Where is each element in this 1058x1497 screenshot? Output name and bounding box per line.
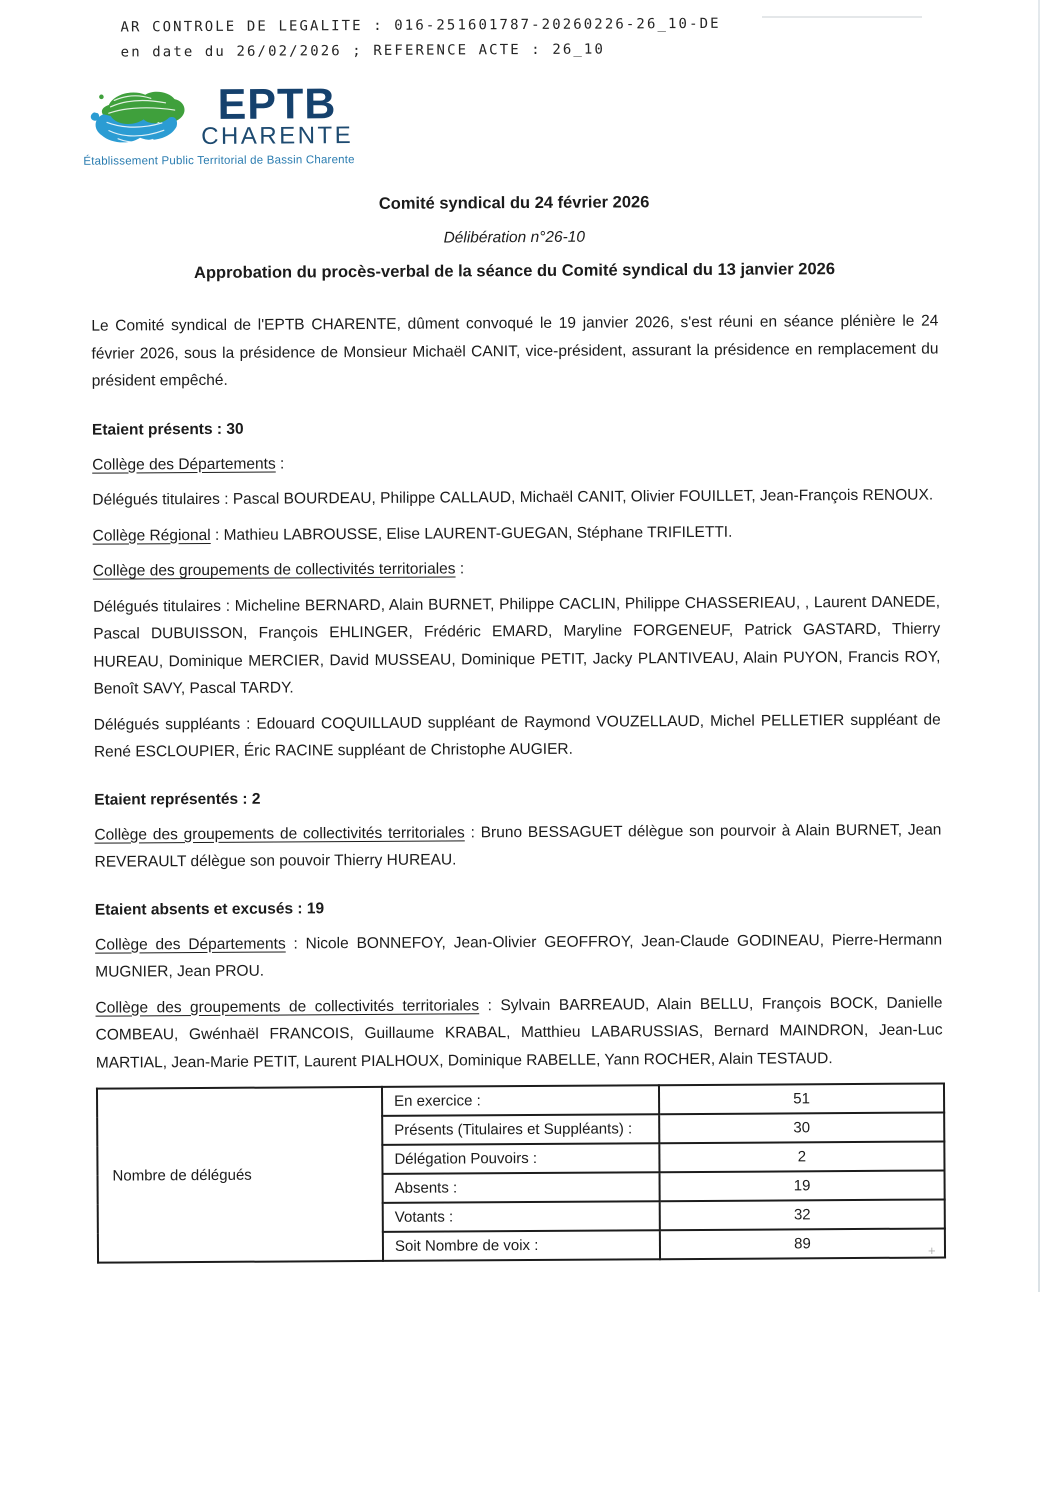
deliberation-subject: Approbation du procès-verbal de la séance du Comité syndical du 13 janvier 2026 <box>193 260 836 283</box>
table-row-label: Soit Nombre de voix : <box>383 1230 660 1261</box>
scan-artifact-plus-mark: + <box>928 1243 936 1258</box>
presents-delegues-titulaires-departements: Délégués titulaires : Pascal BOURDEAU, Philippe CALLAUD, Michaël CANIT, Olivier FOUILLET, Jean-François RENOUX. <box>92 486 934 509</box>
table-row-value: 51 <box>659 1083 944 1114</box>
college-regional-label: Collège Régional <box>92 526 211 545</box>
eptb-charente-logo <box>83 80 355 168</box>
college-groupements-label: Collège des groupements de collectivités territoriales <box>92 560 456 580</box>
college-groupements-rest: : Sylvain BARREAUD, Alain BELLU, François BOCK, Danielle COMBEAU, Gwénhaël FRANCOIS, Guillaume KRABAL, Matthieu LABARUSSIAS, Bernard MAINDRON, Jean-Luc MARTIAL, Jean-Marie PETIT, Laurent PIALHOUX, Dominique RABELLE, Yann ROCHER, Alain TESTAUD. <box>95 993 943 1072</box>
absents-college-groupements <box>95 989 942 1077</box>
delegates-count-table <box>96 1082 946 1263</box>
table-row-label: Présents (Titulaires et Suppléants) : <box>382 1114 659 1145</box>
college-groupements-label: Collège des groupements de collectivités territoriales <box>94 823 465 844</box>
ar-control-header <box>120 12 720 66</box>
logo-acronym: EPTB <box>217 80 337 129</box>
college-groupements-label: Collège des groupements de collectivités territoriales <box>95 996 480 1017</box>
heading-representes: Etaient représentés : 2 <box>94 790 261 809</box>
college-departements-rest: : <box>275 454 285 473</box>
presents-delegues-suppleants: Délégués suppléants : Edouard COQUILLAUD suppléant de Raymond VOUZELLAUD, Michel PELLETIER suppléant de René ESCLOUPIER, Éric RACINE suppléant de Christophe AUGIER. <box>93 710 941 761</box>
college-groupements-rest: : <box>455 560 465 578</box>
table-row-value: 2 <box>659 1141 944 1172</box>
college-groupements-rest: : Bruno BESSAGUET délègue son pourvoir à Alain BURNET, Jean REVERAULT délègue son pouvoir Thierry HUREAU. <box>94 820 942 871</box>
college-departements-label: Collège des Départements <box>92 455 276 474</box>
presents-college-regional <box>93 517 940 550</box>
heading-presents: Etaient présents : 30 <box>91 420 244 439</box>
intro-paragraph: Le Comité syndical de l'EPTB CHARENTE, dûment convoqué le 19 janvier 2026, s'est réuni en séance plénière le 24 février 2026, sous la présidence de Monsieur Michaël CANIT, vice-président, assurant la présidence en remplacement du président empêché. <box>91 312 939 390</box>
logo-name: CHARENTE <box>201 122 354 151</box>
presents-delegues-titulaires-groupements: Délégués titulaires : Micheline BERNARD, Alain BURNET, Philippe CACLIN, Philippe CHASSERIEAU, , Laurent DANEDE, Pascal DUBUISSON, François EHLINGER, Frédéric EMARD, Maryline FORGENEUF, Patrick GASTARD, Thierry HUREAU, Dominique MERCIER, David MUSSEAU, Dominique PETIT, Jacky PLANTIVEAU, Alain PUYON, Francis ROY, Benoît SAVY, Pascal TARDY. <box>92 592 941 698</box>
table-row-label: Absents : <box>383 1172 660 1203</box>
table-row-value: 19 <box>660 1170 945 1201</box>
representes-college-groupements <box>94 816 941 876</box>
table-row-label: Votants : <box>383 1201 660 1232</box>
deliberation-number: Délibération n°26-10 <box>443 228 586 247</box>
college-departements-label: Collège des Départements <box>95 934 286 954</box>
presents-college-groupements <box>93 552 940 585</box>
presents-college-departements <box>92 446 939 479</box>
watershed-map-icon <box>83 88 205 153</box>
college-departements-rest: : Nicole BONNEFOY, Jean-Olivier GEOFFROY, Jean-Claude GODINEAU, Pierre-Hermann MUGNIER, Jean PROU. <box>95 930 943 981</box>
document-body <box>91 187 945 1263</box>
heading-absents: Etaient absents et excusés : 19 <box>94 899 325 919</box>
ar-control-line1: AR CONTROLE DE LEGALITE : 016-251601787-20260226-26_10-DE <box>120 15 721 36</box>
table-row-label: Délégation Pouvoirs : <box>382 1143 659 1174</box>
ar-control-line2: en date du 26/02/2026 ; REFERENCE ACTE : 26_10 <box>120 41 606 61</box>
table-row-value: 30 <box>659 1112 944 1143</box>
college-regional-rest: : Mathieu LABROUSSE, Elise LAURENT-GUEGAN, Stéphane TRIFILETTI. <box>210 523 733 544</box>
table-row-label: En exercice : <box>382 1085 659 1116</box>
absents-college-departements <box>95 926 942 986</box>
table-row-value: 89 <box>660 1228 945 1259</box>
table-row-value: 32 <box>660 1199 945 1230</box>
logo-tagline: Établissement Public Territorial de Bassin Charente <box>83 154 355 168</box>
table-header-cell: Nombre de délégués <box>97 1087 383 1263</box>
meeting-title: Comité syndical du 24 février 2026 <box>378 193 650 213</box>
